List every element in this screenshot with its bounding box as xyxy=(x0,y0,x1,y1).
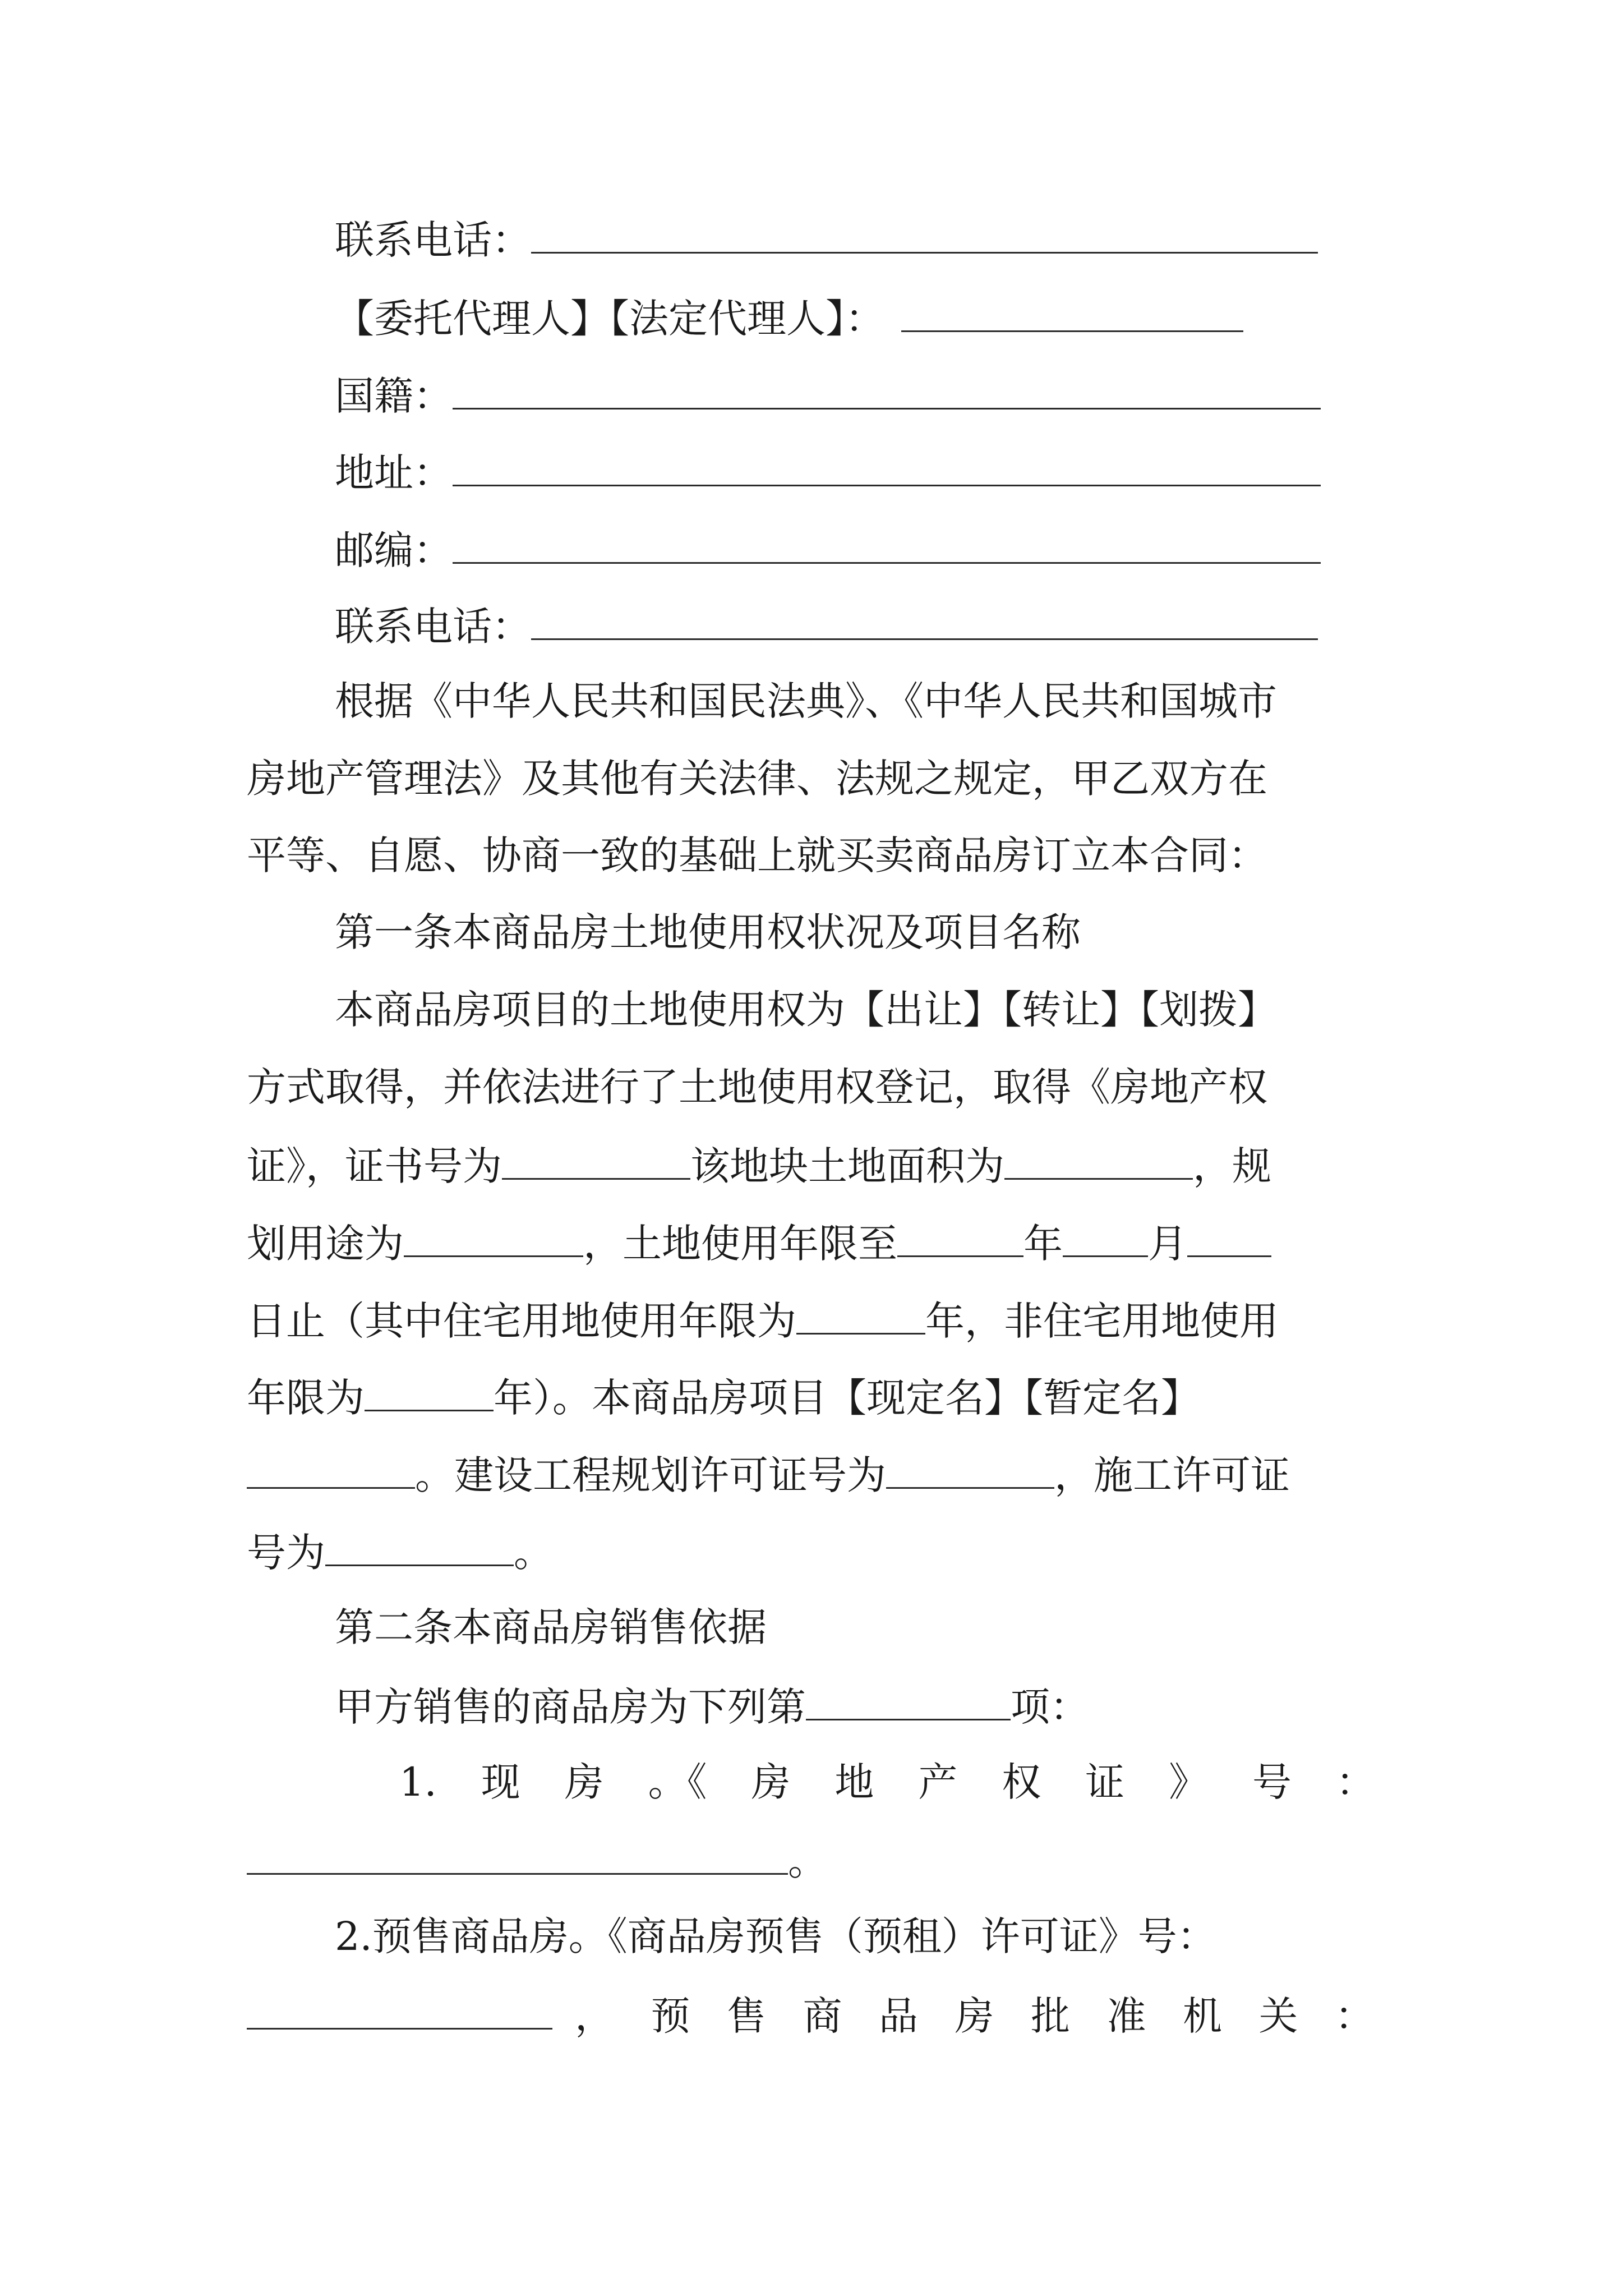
postcode-row xyxy=(335,527,1321,573)
token: 现 xyxy=(481,1759,520,1805)
token: 证 xyxy=(1085,1759,1125,1805)
item-select-label: 甲方销售的商品房为下列第 xyxy=(335,1684,806,1730)
token: ， xyxy=(575,1993,614,2039)
planning-label-start: ，规 xyxy=(1193,1143,1271,1189)
residential-term-blank[interactable] xyxy=(796,1299,925,1335)
token: 机 xyxy=(1183,1993,1222,2039)
article1-line-1: 本商品房项目的土地使用权为【出让】【转让】【划拨】 xyxy=(335,987,1277,1033)
item-select-blank[interactable] xyxy=(806,1685,1011,1720)
month-label: 月 xyxy=(1148,1221,1187,1267)
cert-label: 证》，证书号为 xyxy=(247,1143,502,1189)
article2-title: 第二条本商品房销售依据 xyxy=(335,1604,767,1650)
term-label: ，土地使用年限至 xyxy=(583,1221,897,1267)
project-name-label: 年）。本商品房项目【现定名】【暂定名】 xyxy=(494,1375,1200,1421)
preamble-line-1: 根据《中华人民共和国民法典》、《中华人民共和国城市 xyxy=(335,678,1277,724)
item-select-suffix: 项： xyxy=(1011,1684,1089,1730)
year-label: 年 xyxy=(1023,1221,1063,1267)
article2-item-2: 2.预售商品房。《商品房预售（预租）许可证》号： xyxy=(335,1913,1216,1959)
token: 关 xyxy=(1258,1993,1298,2039)
article1-line-6 xyxy=(247,1375,1200,1421)
cert-number-blank[interactable] xyxy=(502,1144,690,1180)
token: 房 xyxy=(564,1759,604,1805)
token: 商 xyxy=(803,1993,842,2039)
article1-line-8 xyxy=(247,1530,553,1576)
article1-line-4 xyxy=(247,1221,1271,1267)
non-residential-term-blank[interactable] xyxy=(365,1376,494,1411)
article2-intro xyxy=(335,1684,1089,1730)
term-day-blank[interactable] xyxy=(1187,1222,1271,1257)
token: 房 xyxy=(955,1993,994,2039)
article2-item-2-cont xyxy=(247,1993,1374,2039)
token: 准 xyxy=(1106,1993,1146,2039)
article2-item-1-cont xyxy=(247,1838,827,1884)
term-month-blank[interactable] xyxy=(1063,1222,1148,1257)
article1-line-2: 方式取得，并依法进行了土地使用权登记，取得《房地产权 xyxy=(247,1064,1267,1110)
usage-blank[interactable] xyxy=(404,1222,583,1257)
phone-blank[interactable] xyxy=(531,218,1318,254)
nationality-blank[interactable] xyxy=(453,374,1321,409)
phone-label: 联系电话： xyxy=(335,604,531,650)
token: 售 xyxy=(727,1993,766,2039)
token: 。《 xyxy=(648,1759,707,1805)
token: 批 xyxy=(1031,1993,1070,2039)
period: 。 xyxy=(788,1838,827,1884)
token: 地 xyxy=(834,1759,874,1805)
article1-line-7 xyxy=(247,1452,1290,1498)
article1-line-3 xyxy=(247,1143,1271,1189)
article2-item-1 xyxy=(399,1759,1375,1805)
article1-title: 第一条本商品房土地使用权状况及项目名称 xyxy=(335,909,1081,955)
land-area-label: 该地块土地面积为 xyxy=(690,1143,1004,1189)
address-label: 地址： xyxy=(335,450,453,496)
phone-blank[interactable] xyxy=(531,605,1318,640)
token: 号 xyxy=(1252,1759,1292,1805)
address-row xyxy=(335,450,1321,496)
number-label: 号为 xyxy=(247,1530,325,1576)
approval-authority-label xyxy=(575,1993,1374,2039)
token: 预 xyxy=(651,1993,690,2039)
planning-permit-blank[interactable] xyxy=(886,1453,1054,1489)
term-prefix: 年限为 xyxy=(247,1375,365,1421)
construction-permit-label: ，施工许可证 xyxy=(1054,1452,1290,1498)
agent-label: 【委托代理人】【法定代理人】： xyxy=(335,296,884,342)
preamble-line-2: 房地产管理法》及其他有关法律、法规之规定，甲乙双方在 xyxy=(247,756,1267,802)
token: 》 xyxy=(1169,1759,1209,1805)
agent-row xyxy=(335,296,1243,342)
address-blank[interactable] xyxy=(453,451,1321,486)
postcode-blank[interactable] xyxy=(453,528,1321,564)
token: 房 xyxy=(751,1759,791,1805)
phone-row-2 xyxy=(335,604,1318,650)
preamble-line-3: 平等、自愿、协商一致的基础上就买卖商品房订立本合同： xyxy=(247,832,1267,878)
article1-line-5 xyxy=(247,1298,1279,1344)
property-cert-blank[interactable] xyxy=(247,1839,788,1875)
nationality-row xyxy=(335,373,1321,419)
token: 品 xyxy=(879,1993,918,2039)
token: ： xyxy=(1335,1993,1374,2039)
usage-label: 划用途为 xyxy=(247,1221,404,1267)
agent-blank[interactable] xyxy=(901,297,1243,332)
phone-row-1 xyxy=(335,217,1318,263)
construction-permit-blank[interactable] xyxy=(325,1531,514,1566)
token: 权 xyxy=(1002,1759,1041,1805)
postcode-label: 邮编： xyxy=(335,527,453,573)
token: 1. xyxy=(399,1759,437,1805)
residential-term-label: 日止（其中住宅用地使用年限为 xyxy=(247,1298,796,1344)
phone-label: 联系电话： xyxy=(335,217,531,263)
non-residential-label: 年，非住宅用地使用 xyxy=(925,1298,1279,1344)
nationality-label: 国籍： xyxy=(335,373,453,419)
project-name-blank[interactable] xyxy=(247,1453,415,1489)
presale-permit-blank[interactable] xyxy=(247,1994,552,2030)
land-area-blank[interactable] xyxy=(1004,1144,1193,1180)
token: 产 xyxy=(918,1759,958,1805)
period: 。 xyxy=(514,1530,553,1576)
token: ： xyxy=(1335,1759,1375,1805)
term-year-blank[interactable] xyxy=(897,1222,1023,1257)
planning-permit-label: 。建设工程规划许可证号为 xyxy=(415,1452,886,1498)
